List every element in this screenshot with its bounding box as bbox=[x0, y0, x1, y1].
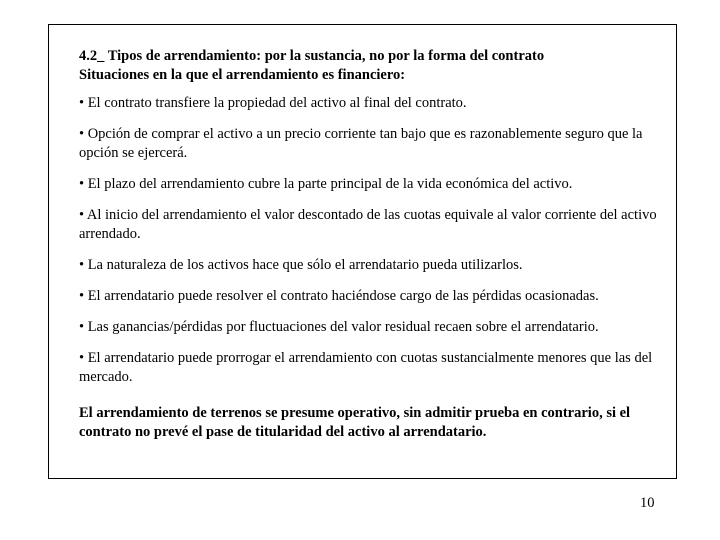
slide-content bbox=[79, 47, 669, 442]
slide-subtitle: Situaciones en la que el arrendamiento es financiero: bbox=[79, 67, 406, 83]
bullet-item: • Las ganancias/pérdidas por fluctuaciones del valor residual recaen sobre el arrendatario. bbox=[79, 319, 599, 335]
bullet-item: • La naturaleza de los activos hace que sólo el arrendatario pueda utilizarlos. bbox=[79, 257, 523, 273]
bullet-item: • Opción de comprar el activo a un precio corriente tan bajo que es razonablemente seguro que la opción se ejercerá. bbox=[79, 126, 643, 161]
slide-frame bbox=[48, 24, 677, 479]
closing-statement: El arrendamiento de terrenos se presume operativo, sin admitir prueba en contrario, si el contrato no prevé el pase de titularidad del activo al arrendatario. bbox=[79, 405, 631, 440]
bullet-item: • El arrendatario puede prorrogar el arrendamiento con cuotas sustancialmente menores que las del mercado. bbox=[79, 350, 653, 385]
bullet-item: • Al inicio del arrendamiento el valor descontado de las cuotas equivale al valor corriente del activo arrendado. bbox=[79, 207, 657, 242]
page-number: 10 bbox=[640, 495, 655, 511]
bullet-item: • El plazo del arrendamiento cubre la parte principal de la vida económica del activo. bbox=[79, 176, 573, 192]
slide-heading bbox=[79, 47, 669, 85]
bullet-item: • El contrato transfiere la propiedad del activo al final del contrato. bbox=[79, 95, 467, 111]
slide-title: 4.2_ Tipos de arrendamiento: por la sustancia, no por la forma del contrato bbox=[79, 48, 545, 64]
bullet-item: • El arrendatario puede resolver el contrato haciéndose cargo de las pérdidas ocasionadas. bbox=[79, 288, 599, 304]
